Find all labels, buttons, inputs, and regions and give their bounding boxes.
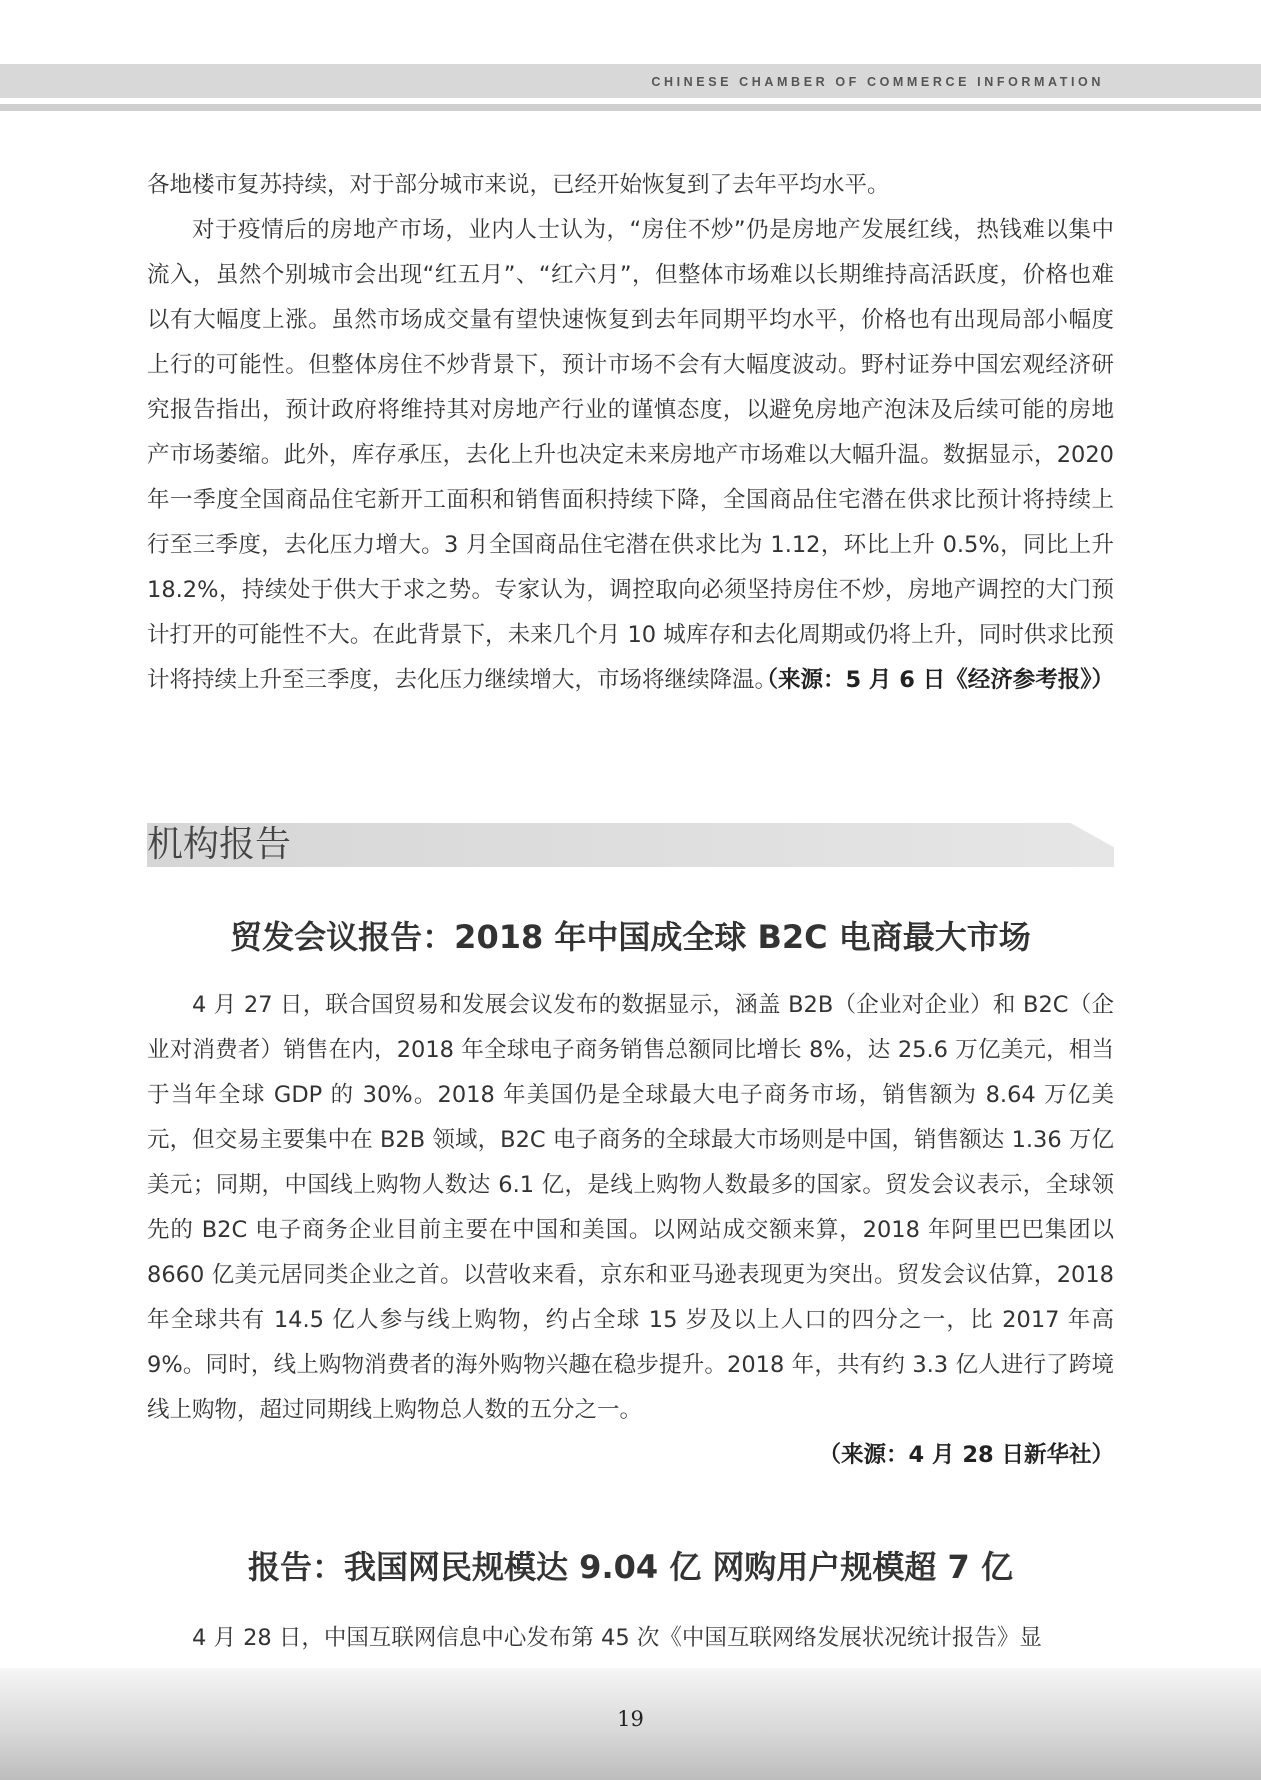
article-source: （来源：4 月 28 日新华社） — [818, 1442, 1114, 1468]
header-divider — [0, 104, 1261, 111]
article-2-paragraph: 4 月 28 日，中国互联网信息中心发布第 45 次《中国互联网络发展状况统计报告》显 — [192, 1625, 1042, 1651]
intro-paragraph-continued: 各地楼市复苏持续，对于部分城市来说，已经开始恢复到了去年平均水平。 — [147, 172, 890, 198]
intro-paragraph: 对于疫情后的房地产市场，业内人士认为，“房住不炒”仍是房地产发展红线，热钱难以集中流入，虽然个别城市会出现“红五月”、“红六月”，但整体市场难以长期维持高活跃度，价格也难以有大幅度上涨。虽然市场成交量有望快速恢复到去年同期平均水平，价格也有出现局部小幅度上行的可能性。但整体房住不炒背景下，预计市场不会有大幅度波动。野村证券中国宏观经济研究报告指出，预计政府将维持其对房地产行业的谨慎态度，以避免房地产泡沫及后续可能的房地产市场萎缩。此外，库存承压，去化上升也决定未来房地产市场难以大幅升温。数据显示，2020 年一季度全国商品住宅新开工面积和销售面积持续下降，全国商品住宅潜在供求比预计将持续上行至三季度，去化压力增大。3 月全国商品住宅潜在供求比为 1.12，环比上升 0.5%，同比上升 18.2%，持续处于供大于求之势。专家认为，调控取向必须坚持房住不炒，房地产调控的大门预计打开的可能性不大。在此背景下，未来几个月 10 城库存和去化周期或仍将上升，同时供求比预计将持续上升至三季度，去化压力继续增大，市场将继续降温。 — [147, 217, 1114, 693]
section-header-bar — [147, 823, 1114, 867]
article-title-2: 报告：我国网民规模达 9.04 亿 网购用户规模超 7 亿 — [248, 1548, 1013, 1586]
page-number: 19 — [617, 1707, 644, 1731]
section-title: 机构报告 — [147, 824, 292, 865]
publication-header: CHINESE CHAMBER OF COMMERCE INFORMATION — [651, 75, 1104, 89]
intro-block — [147, 163, 1114, 703]
article-2-body-block — [147, 1616, 1114, 1661]
article-paragraph: 4 月 27 日，联合国贸易和发展会议发布的数据显示，涵盖 B2B（企业对企业）和 B2C（企业对消费者）销售在内，2018 年全球电子商务销售总额同比增长 8%，达 25.6 万亿美元，相当于当年全球 GDP 的 30%。2018 年美国仍是全球最大电子商务市场，销售额为 8.64 万亿美元，但交易主要集中在 B2B 领域，B2C 电子商务的全球最大市场则是中国，销售额达 1.36 万亿美元；同期，中国线上购物人数达 6.1 亿，是线上购物人数最多的国家。贸发会议表示，全球领先的 B2C 电子商务企业目前主要在中国和美国。以网站成交额来算，2018 年阿里巴巴集团以 8660 亿美元居同类企业之首。以营收来看，京东和亚马逊表现更为突出。贸发会议估算，2018 年全球共有 14.5 亿人参与线上购物，约占全球 15 岁及以上人口的四分之一，比 2017 年高 9%。同时，线上购物消费者的海外购物兴趣在稳步提升。2018 年，共有约 3.3 亿人进行了跨境线上购物，超过同期线上购物总人数的五分之一。 — [147, 992, 1114, 1423]
intro-source: （来源：5 月 6 日《经济参考报》） — [755, 667, 1114, 693]
article-title: 贸发会议报告：2018 年中国成全球 B2C 电商最大市场 — [230, 918, 1031, 956]
article-1-body-block — [147, 983, 1114, 1478]
